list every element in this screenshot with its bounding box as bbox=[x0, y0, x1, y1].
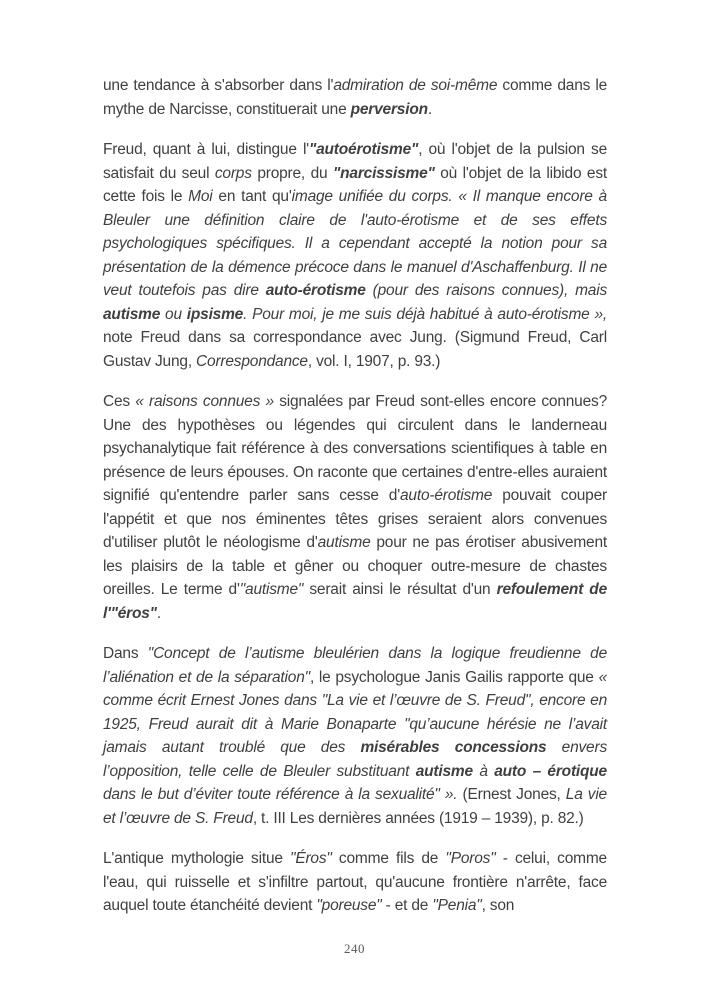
text-run: Ces bbox=[103, 393, 136, 410]
paragraph-raisons-connues bbox=[103, 390, 607, 625]
text-run: La vie et l’œuvre de S. Freud bbox=[103, 786, 607, 827]
text-run: "poreuse" bbox=[316, 897, 382, 914]
text-run: - celui, comme l'eau, qui ruisselle et s'infiltre partout, qu'aucune frontière n'arrête, face auquel toute étanchéité devient bbox=[103, 850, 607, 914]
text-run: - et de bbox=[381, 897, 433, 914]
text-run: misérables concessions bbox=[360, 739, 547, 756]
text-run: pour ne pas érotiser abusivement les plaisirs de la table et gêner ou choquer outre-mesure de chastes oreilles. Le terme d' bbox=[103, 534, 607, 598]
text-run: auto-érotisme bbox=[265, 282, 366, 299]
text-run: autisme bbox=[103, 305, 161, 323]
text-run: refoulement de l'"éros" bbox=[103, 581, 607, 622]
text-run: , le psychologue Janis Gailis rapporte que bbox=[309, 668, 599, 686]
text-run: "autisme" bbox=[239, 581, 304, 598]
page-body-text bbox=[103, 74, 607, 935]
page-number: 240 bbox=[344, 941, 365, 956]
text-run: note Freud dans sa correspondance avec Jung. (Sigmund Freud, Carl Gustav Jung, bbox=[103, 329, 607, 370]
text-run: en tant qu' bbox=[212, 188, 292, 205]
paragraph-narcisse bbox=[103, 74, 607, 121]
text-run: dans le but d’éviter toute référence à la sexualité" ». bbox=[103, 786, 458, 803]
text-run: perversion bbox=[350, 100, 428, 118]
text-run: « comme écrit Ernest Jones dans "La vie et l’œuvre de S. Freud", encore en 1925, Freud aurait dit à Marie Bonaparte "qu’aucune hérésie ne l’avait jamais autant troublé que des bbox=[103, 668, 607, 756]
text-run: Moi bbox=[188, 188, 213, 205]
text-run: (pour des raisons connues), mais bbox=[365, 282, 608, 299]
text-run: Dans bbox=[103, 645, 148, 662]
text-run: une tendance à s'absorber dans l' bbox=[103, 77, 334, 94]
text-run: auto-érotisme bbox=[400, 487, 493, 504]
text-run: envers l’opposition, telle celle de Bleuler substituant bbox=[103, 739, 607, 780]
text-run: . Pour moi, je me suis déjà habitué à auto-érotisme », bbox=[243, 305, 607, 323]
text-run: "Poros" bbox=[445, 850, 496, 867]
text-run: "narcissisme" bbox=[332, 164, 435, 182]
text-run: ou bbox=[160, 305, 187, 323]
paragraph-freud-distinction bbox=[103, 138, 607, 373]
text-run: Correspondance bbox=[196, 352, 308, 370]
text-run: , où l'objet de la pulsion se satisfait du seul bbox=[103, 141, 607, 182]
text-run: . bbox=[156, 604, 161, 622]
text-run: , vol. I, 1907, p. 93.) bbox=[307, 352, 441, 370]
text-run: Freud, quant à lui, distingue l' bbox=[103, 141, 309, 158]
text-run: serait ainsi le résultat d'un bbox=[303, 581, 497, 598]
text-run: image unifiée du corps. « Il manque encore à Bleuler une définition claire de l'auto-érotisme et de ses effets psychologiques spécifiques. Il a cependant accepté la notion pour sa présentation de la démence précoce dans le manuel d'Aschaffenburg. Il ne veut toutefois pas dire bbox=[103, 188, 607, 299]
text-run: "Penia" bbox=[432, 897, 482, 914]
paragraph-mythologie-eros bbox=[103, 847, 607, 918]
paragraph-janis-gailis bbox=[103, 642, 607, 830]
text-run: , t. III Les dernières années (1919 – 1939), p. 82.) bbox=[252, 809, 584, 827]
text-run: autisme bbox=[317, 534, 371, 551]
text-run: pouvait couper l'appétit et que nos éminentes têtes grises seraient alors convenues d'utiliser plutôt le néologisme d' bbox=[103, 487, 607, 551]
text-run: signalées par Freud sont-elles encore connues? Une des hypothèses ou légendes qui circulent dans le landerneau psychanalytique fait référence à des conversations scientifiques à table en présence de leurs épouses. On raconte que certaines d'entre-elles auraient signifié qu'entendre parler sans cesse d' bbox=[103, 393, 607, 504]
text-run: corps bbox=[214, 164, 252, 182]
text-run: à bbox=[472, 762, 495, 780]
text-run: . bbox=[427, 100, 432, 118]
text-run: comme fils de bbox=[331, 850, 446, 867]
page-footer bbox=[0, 940, 709, 958]
text-run: admiration de soi-même bbox=[333, 77, 498, 94]
text-run: (Ernest Jones, bbox=[457, 786, 566, 803]
text-run: "Concept de l’autisme bleulérien dans la logique freudienne de l’aliénation et de la séparation" bbox=[103, 645, 607, 686]
text-run: comme dans le mythe de Narcisse, constituerait une bbox=[103, 77, 608, 118]
text-run: ipsisme bbox=[186, 305, 244, 323]
text-run: où l'objet de la libido est cette fois le bbox=[103, 164, 608, 205]
text-run: , son bbox=[481, 897, 515, 914]
text-run: L'antique mythologie situe bbox=[103, 850, 291, 867]
text-run: "autoérotisme" bbox=[308, 141, 419, 158]
text-run: autisme bbox=[415, 762, 473, 780]
text-run: « raisons connues » bbox=[135, 393, 274, 410]
text-run: auto – érotique bbox=[494, 762, 607, 780]
text-run: propre, du bbox=[251, 164, 333, 182]
text-run: "Éros" bbox=[290, 850, 332, 867]
